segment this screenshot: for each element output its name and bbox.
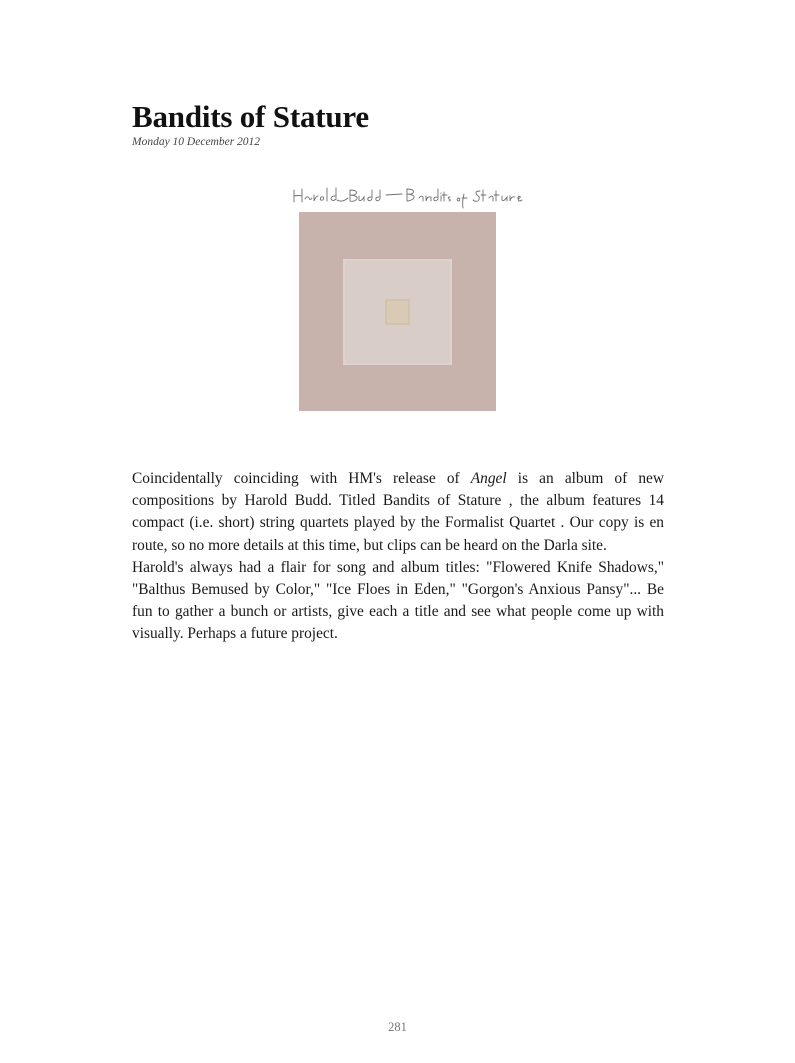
album-cover-image [290,184,524,432]
article-paragraph: Coincidentally coinciding with HM's release of Angel is an album of new compositions by Harold Budd. Titled Bandits of Stature , the album features 14 compact (i.e. short) string quartets played by the Formalist Quartet . Our copy is en route, so no more details at this time, but clips can be heard on the Darla site. [132,470,664,554]
post-date: Monday 10 December 2012 [132,136,261,148]
page-number: 281 [388,1020,407,1034]
handwritten-caption [294,188,522,208]
album-title-angel: Angel [470,470,507,487]
article-paragraph: Harold's always had a flair for song and album titles: "Flowered Knife Shadows," "Balthus Bemused by Color," "Ice Floes in Eden," "Gorgon's Anxious Pansy"... Be fun to gather a bunch or artists, give each a title and see what people come up with visually. Perhaps a future project. [132,558,664,643]
album-cover-artwork [290,184,524,432]
page-title: Bandits of Stature [132,99,369,134]
article-body [132,468,664,646]
